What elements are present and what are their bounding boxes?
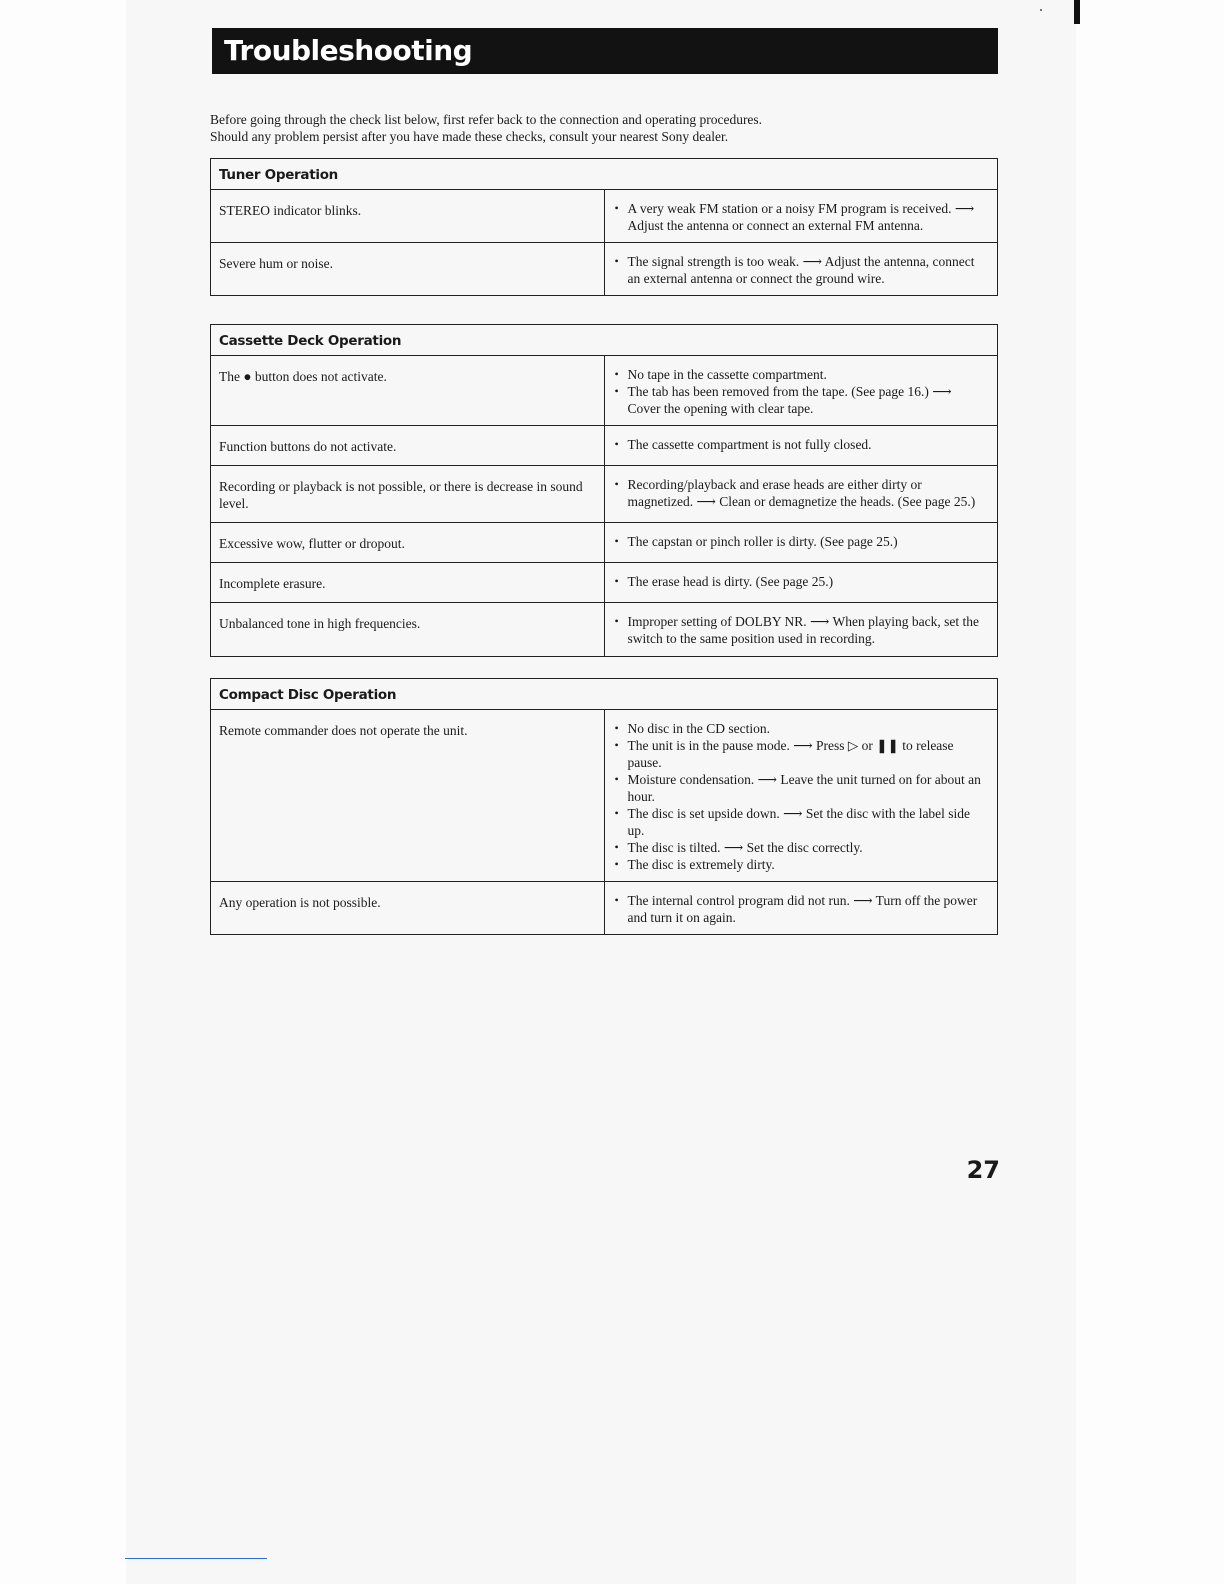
problem-cell: Remote commander does not operate the unit. [211, 710, 605, 882]
section-heading: Tuner Operation [211, 159, 998, 190]
footer-rule [125, 1558, 267, 1559]
problem-cell: Any operation is not possible. [211, 882, 605, 935]
remedy-cell [604, 426, 998, 466]
tuner-table [210, 158, 998, 296]
remedy-cell [604, 356, 998, 426]
section-heading: Cassette Deck Operation [211, 325, 998, 356]
remedy-cell [604, 190, 998, 243]
table-row [211, 603, 998, 657]
cause-item: • No disc in the CD section. [615, 720, 986, 737]
remedy-cell [604, 523, 998, 563]
table-row [211, 563, 998, 603]
cd-table [210, 678, 998, 935]
problem-cell: Severe hum or noise. [211, 243, 605, 296]
table-row [211, 523, 998, 563]
page-title: Troubleshooting [224, 34, 473, 67]
cause-item: • The tab has been removed from the tape. (See page 16.) ⟶ Cover the opening with clear tape. [615, 383, 986, 417]
cause-item: • The cassette compartment is not fully closed. [615, 436, 986, 453]
cause-item: • The signal strength is too weak. ⟶ Adjust the antenna, connect an external antenna or connect the ground wire. [615, 253, 986, 287]
table-row [211, 710, 998, 882]
cause-item: • Improper setting of DOLBY NR. ⟶ When playing back, set the switch to the same position used in recording. [615, 613, 986, 647]
cassette-table [210, 324, 998, 657]
problem-cell: Function buttons do not activate. [211, 426, 605, 466]
remedy-cell [604, 563, 998, 603]
cause-item: • The unit is in the pause mode. ⟶ Press ▷ or ❚❚ to release pause. [615, 737, 986, 771]
remedy-cell [604, 710, 998, 882]
table-row [211, 243, 998, 296]
intro-text [210, 111, 1000, 145]
section-heading: Compact Disc Operation [211, 679, 998, 710]
cause-item: • The disc is set upside down. ⟶ Set the disc with the label side up. [615, 805, 986, 839]
table-row [211, 466, 998, 523]
cause-item: • The erase head is dirty. (See page 25.) [615, 573, 986, 590]
cause-item: • Recording/playback and erase heads are either dirty or magnetized. ⟶ Clean or demagnetize the heads. (See page 25.) [615, 476, 986, 510]
intro-line-2: Should any problem persist after you have made these checks, consult your nearest Sony dealer. [210, 129, 729, 144]
table-row [211, 356, 998, 426]
problem-cell: Unbalanced tone in high frequencies. [211, 603, 605, 657]
intro-line-1: Before going through the check list below, first refer back to the connection and operating procedures. [210, 112, 763, 127]
page-number: 27 [966, 1156, 1000, 1184]
cause-item: • Moisture condensation. ⟶ Leave the unit turned on for about an hour. [615, 771, 986, 805]
remedy-cell [604, 882, 998, 935]
table-row [211, 426, 998, 466]
cause-item: • The capstan or pinch roller is dirty. (See page 25.) [615, 533, 986, 550]
problem-cell: STEREO indicator blinks. [211, 190, 605, 243]
title-bar [212, 28, 998, 74]
table-row [211, 882, 998, 935]
cause-item: • No tape in the cassette compartment. [615, 366, 986, 383]
problem-cell: The ● button does not activate. [211, 356, 605, 426]
cause-item: • The disc is extremely dirty. [615, 856, 986, 873]
problem-cell: Recording or playback is not possible, or there is decrease in sound level. [211, 466, 605, 523]
problem-cell: Incomplete erasure. [211, 563, 605, 603]
edge-marker [1074, 0, 1080, 24]
table-row [211, 190, 998, 243]
remedy-cell [604, 243, 998, 296]
remedy-cell [604, 603, 998, 657]
scan-dot [1040, 9, 1042, 11]
cause-item: • A very weak FM station or a noisy FM program is received. ⟶ Adjust the antenna or connect an external FM antenna. [615, 200, 986, 234]
cause-item: • The internal control program did not run. ⟶ Turn off the power and turn it on again. [615, 892, 986, 926]
problem-cell: Excessive wow, flutter or dropout. [211, 523, 605, 563]
remedy-cell [604, 466, 998, 523]
cause-item: • The disc is tilted. ⟶ Set the disc correctly. [615, 839, 986, 856]
